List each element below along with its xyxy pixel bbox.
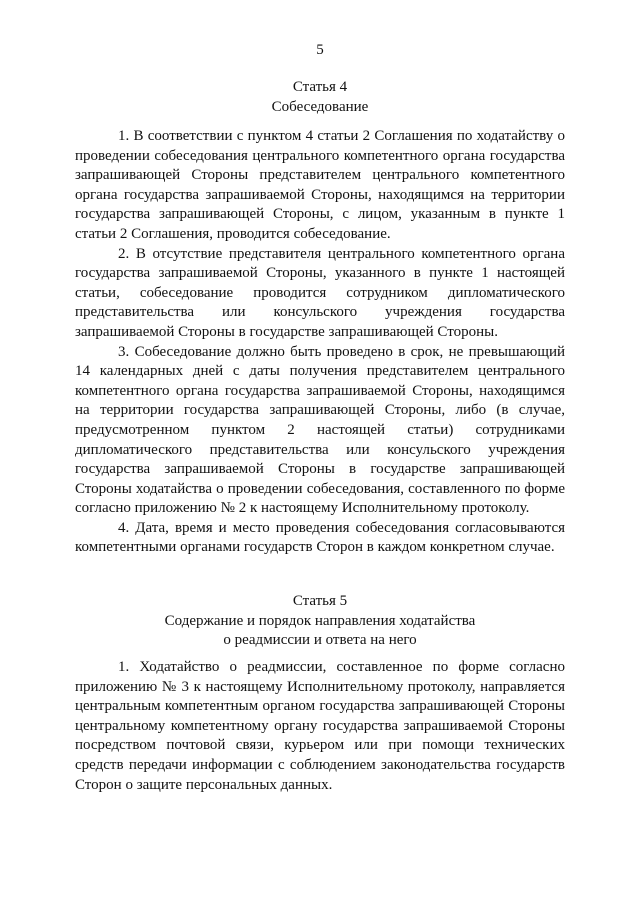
article-4-number: Статья 4: [292, 79, 348, 95]
article-5-title-line-1: Содержание и порядок направления ходатайства: [164, 612, 476, 629]
article-5-paragraph-1: 1. Ходатайство о реадмиссии, составленное по форме согласно приложению № 3 к настоящему Исполнительному протоколу, направляется центральным компетентным органом государства запрашивающей Стороны центральному компетентному органу государства запрашиваемой Стороны посредством почтовой связи, курьером или при помощи технических средств передачи информации с соблюдением законодательства государств Сторон о защите персональных данных.: [75, 659, 565, 793]
article-5-title-line-2: о реадмиссии и ответа на него: [223, 632, 417, 648]
article-5-number: Статья 5: [292, 593, 348, 609]
article-4-paragraph-3: 3. Собеседование должно быть проведено в срок, не превышающий 14 календарных дней с даты получения представителем центрального компетентного органа государства запрашиваемой Стороны, находящимся на территории государства запрашивающей Стороны, либо (в случае, предусмотренном пунктом 2 настоящей статьи) сотрудниками дипломатического представительства или консульского учреждения государства запрашиваемой Стороны в государстве запрашивающей Стороны ходатайства о проведении собеседования, составленного по форме согласно приложению № 2 к настоящему Исполнительному протоколу.: [75, 343, 565, 517]
article-4-paragraph-2: 2. В отсутствие представителя центрального компетентного органа государства запрашиваемой Стороны, указанного в пункте 1 настоящей статьи, собеседование проводится сотрудником дипломатического представительства или консульского учреждения государства запрашиваемой Стороны в государстве запрашивающей Стороны.: [75, 245, 565, 340]
article-4-title: Собеседование: [271, 98, 369, 115]
article-5-body: [75, 658, 565, 795]
article-4-body: [75, 127, 565, 558]
article-4-paragraph-1: 1. В соответствии с пунктом 4 статьи 2 Соглашения по ходатайству о проведении собеседования центрального компетентного органа государства запрашивающей Стороны представителем центрального компетентного органа государства запрашиваемой Стороны, находящимся на территории государства запрашивающей Стороны, с лицом, указанным в пункте 1 статьи 2 Соглашения, проводится собеседование.: [75, 128, 565, 242]
article-4-paragraph-4: 4. Дата, время и место проведения собеседования согласовываются компетентными органами государств Сторон в каждом конкретном случае.: [75, 519, 565, 556]
article-4-heading: [75, 78, 565, 117]
page-number: 5: [316, 42, 324, 58]
article-5-heading: [75, 592, 565, 651]
